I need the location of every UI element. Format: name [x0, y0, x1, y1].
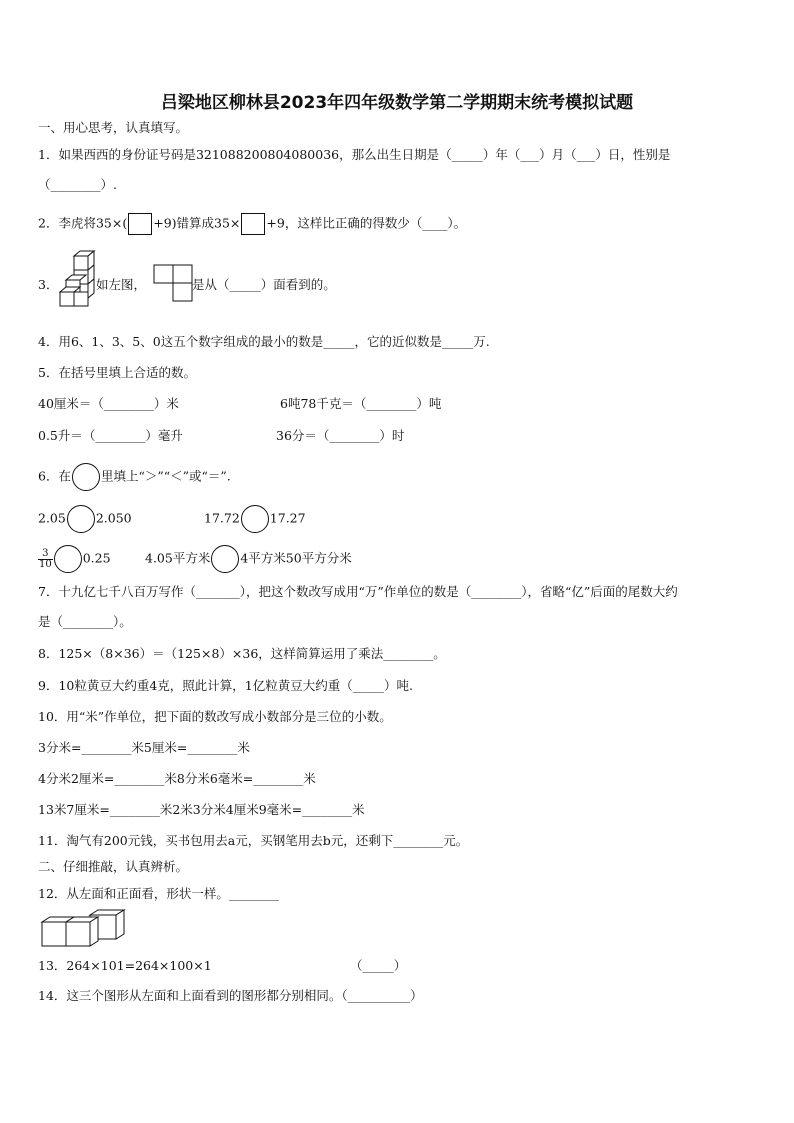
question-6-part-b: 里填上“＞”“＜”或“＝”. [100, 468, 231, 484]
question-13-answer: （_____） [350, 958, 407, 973]
question-5-b: 6吨78千克＝（________）吨 [280, 396, 442, 411]
question-7-line-2: 是（________）。 [38, 614, 132, 629]
compare-value: 4.05平方米 [145, 550, 211, 566]
compare-circle-example [72, 463, 100, 491]
question-6-heading [38, 463, 231, 491]
blank-box-2[interactable] [241, 213, 265, 235]
view-shape-figure [153, 264, 193, 302]
question-14: 14．这三个图形从左面和上面看到的图形都分别相同。（__________） [38, 988, 423, 1003]
question-2-part-a: 2．李虎将35×( [38, 215, 128, 231]
section-1-heading: 一、用心思考，认真填写。 [38, 120, 189, 135]
question-7-line-1: 7．十九亿七千八百万写作（_______），把这个数改写成用“万”作单位的数是（________），省略“亿”后面的尾数大约 [38, 584, 678, 599]
page-title: 吕梁地区柳林县2023年四年级数学第二学期期末统考模拟试题 [160, 93, 634, 113]
question-5-d: 36分＝（________）时 [276, 428, 405, 443]
question-6-row-1-left [38, 505, 132, 533]
question-4: 4．用6、1、3、5、0这五个数字组成的最小的数是_____，它的近似数是_____万. [38, 334, 490, 349]
question-5-heading: 5．在括号里填上合适的数。 [38, 365, 196, 380]
question-2-part-b: +9)错算成35× [153, 215, 241, 231]
fraction-denominator: 10 [39, 558, 52, 570]
question-5-a: 40厘米＝（________）米 [38, 396, 179, 411]
question-6-part-a: 6．在 [38, 468, 71, 484]
compare-circle-1[interactable] [67, 505, 95, 533]
question-9: 9．10粒黄豆大约重4克，照此计算，1亿粒黄豆大约重（_____）吨. [38, 678, 413, 693]
compare-value: 17.27 [269, 510, 306, 526]
question-8: 8．125×（8×36）＝（125×8）×36，这样简算运用了乘法________。 [38, 646, 446, 661]
question-13: 13．264×101=264×100×1 [38, 958, 212, 973]
question-6-row-2-right [145, 545, 352, 573]
compare-circle-3[interactable] [54, 545, 82, 573]
fraction [38, 549, 53, 570]
question-6-row-2-left [38, 545, 111, 573]
question-10-row-1: 3分米=________米5厘米=________米 [38, 740, 250, 755]
compare-value: 0.25 [82, 550, 111, 566]
question-1-line-1: 1．如果西西的身份证号码是321088200804080036，那么出生日期是（_____）年（___）月（___）日，性别是 [38, 147, 671, 162]
compare-value: 2.05 [38, 510, 66, 526]
compare-value: 2.050 [95, 510, 132, 526]
question-2-part-c: +9，这样比正确的得数少（____）。 [266, 215, 467, 231]
question-3-text-b: 是从（_____）面看到的。 [192, 277, 336, 292]
question-10-row-3: 13米7厘米=________米2米3分米4厘米9毫米=________米 [38, 802, 365, 817]
question-3-number: 3． [38, 277, 59, 292]
question-12: 12．从左面和正面看，形状一样。________ [38, 886, 279, 901]
cube-stack-figure [56, 250, 98, 308]
fraction-numerator: 3 [38, 549, 53, 560]
compare-value: 17.72 [204, 510, 240, 526]
question-6-row-1-right [204, 505, 306, 533]
section-2-heading: 二、仔细推敲，认真辨析。 [38, 859, 189, 874]
question-3-text-a: 如左图， [96, 277, 147, 292]
question-10-heading: 10．用“米”作单位，把下面的数改写成小数部分是三位的小数。 [38, 709, 392, 724]
question-1-line-2: （________）. [38, 177, 117, 192]
question-2 [38, 213, 466, 235]
question-11: 11．淘气有200元钱，买书包用去a元，买钢笔用去b元，还剩下________元。 [38, 833, 469, 848]
compare-value: 4平方米50平方分米 [240, 550, 352, 566]
cubes-row-figure [40, 909, 126, 947]
compare-circle-2[interactable] [241, 505, 269, 533]
compare-circle-4[interactable] [211, 545, 239, 573]
question-5-c: 0.5升＝（________）毫升 [38, 428, 183, 443]
question-10-row-2: 4分米2厘米=________米8分米6毫米=________米 [38, 771, 316, 786]
blank-box-1[interactable] [128, 213, 152, 235]
